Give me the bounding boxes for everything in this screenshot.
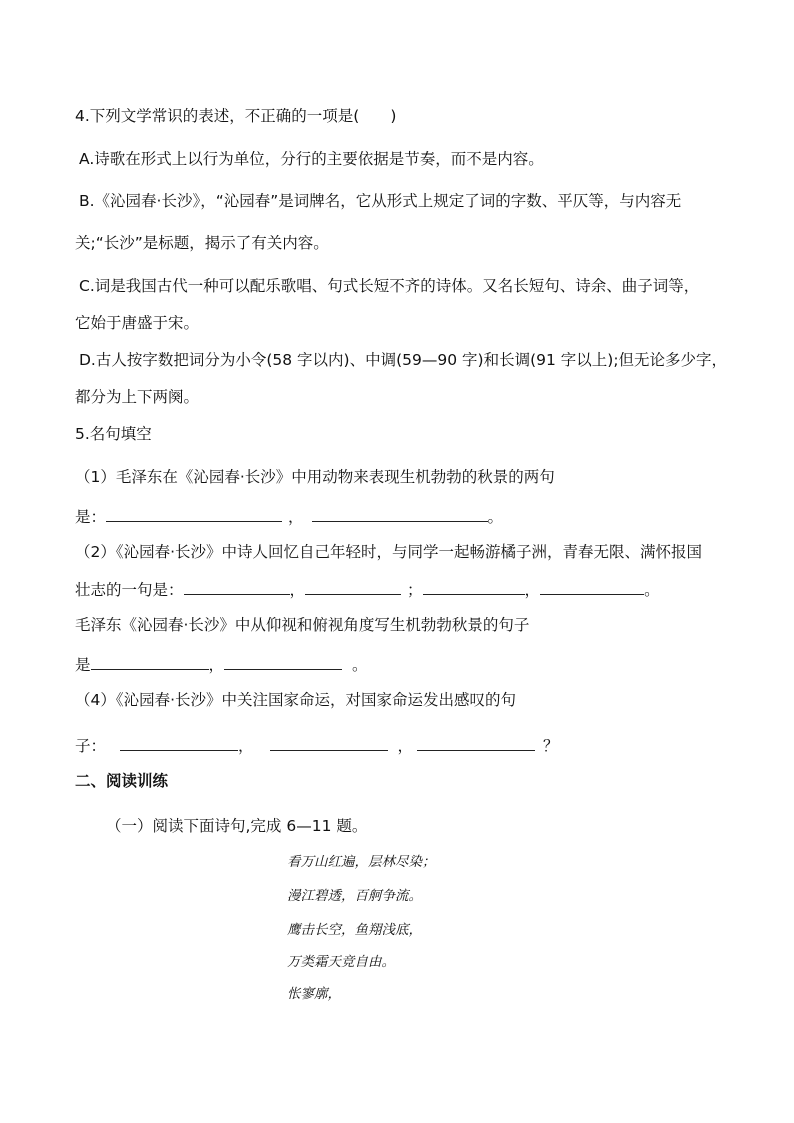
comma: ， (208, 656, 225, 674)
poem-line-1: 看万山红遍，层林尽染； (287, 854, 436, 870)
question-4-stem: 4.下列文学常识的表述，不正确的一项是( ) (75, 107, 397, 125)
semicolon: ； (407, 581, 423, 599)
poem-line-5: 怅寥廓， (287, 986, 341, 1002)
fill-3-answer-line (75, 653, 368, 675)
section-2-heading: 二、阅读训练 (75, 772, 169, 790)
answer-blank[interactable] (312, 505, 488, 522)
poem-line-3: 鹰击长空，鱼翔浅底， (287, 922, 422, 938)
answer-blank[interactable] (305, 578, 401, 595)
answer-blank[interactable] (423, 578, 525, 595)
option-a: A.诗歌在形式上以行为单位，分行的主要依据是节奏，而不是内容。 (79, 150, 544, 168)
fill-4-answer-line (75, 734, 559, 756)
answer-blank[interactable] (120, 734, 238, 751)
answer-blank[interactable] (184, 578, 290, 595)
answer-blank[interactable] (540, 578, 644, 595)
option-b-line-1: B.《沁园春·长沙》，“沁园春”是词牌名，它从形式上规定了词的字数、平仄等，与内容无 (79, 192, 682, 210)
option-d-line-1: D.古人按字数把词分为小令(58 字以内)、中调(59—90 字)和长调(91 字以上);但无论多少字， (79, 351, 728, 369)
fill-2-prefix: 壮志的一句是： (75, 581, 184, 599)
comma: ， (397, 737, 414, 755)
fill-3-prefix: 是 (75, 656, 91, 674)
fill-2-prompt: （2）《沁园春·长沙》中诗人回忆自己年轻时，与同学一起畅游橘子洲，青春无限、满怀报国 (75, 543, 703, 561)
fill-1-prefix: 是： (75, 508, 107, 526)
period: 。 (644, 581, 660, 599)
fill-2-answer-line (75, 578, 660, 600)
option-c-line-2: 它始于唐盛于宋。 (75, 314, 200, 332)
fill-3-prompt: 毛泽东《沁园春·长沙》中从仰视和俯视角度写生机勃勃秋景的句子 (75, 616, 530, 634)
answer-blank[interactable] (106, 505, 282, 522)
fill-1-prompt: （1）毛泽东在《沁园春·长沙》中用动物来表现生机勃勃的秋景的两句 (75, 468, 555, 486)
comma: ， (524, 581, 541, 599)
option-b-line-2: 关;“长沙”是标题，揭示了有关内容。 (75, 234, 329, 252)
period: 。 (352, 656, 368, 674)
comma: ， (288, 508, 304, 526)
fill-4-prefix: 子： (75, 737, 107, 755)
fill-1-answer-line (75, 505, 503, 527)
poem-line-4: 万类霜天竞自由。 (287, 954, 395, 970)
option-c-line-1: C.词是我国古代一种可以配乐歌唱、句式长短不齐的诗体。又名长短句、诗余、曲子词等， (79, 277, 700, 295)
period: 。 (487, 508, 504, 526)
answer-blank[interactable] (417, 734, 535, 751)
question-5-title: 5.名句填空 (75, 425, 152, 443)
poem-line-2: 漫江碧透，百舸争流。 (287, 888, 422, 904)
answer-blank[interactable] (224, 653, 342, 670)
answer-blank[interactable] (91, 653, 209, 670)
section-2-intro: （一）阅读下面诗句,完成 6—11 题。 (106, 817, 368, 835)
fill-4-prompt: （4）《沁园春·长沙》中关注国家命运，对国家命运发出感叹的句 (75, 691, 517, 709)
question-mark: ？ (543, 737, 559, 755)
comma: ， (289, 581, 306, 599)
answer-blank[interactable] (270, 734, 388, 751)
option-d-line-2: 都分为上下两阕。 (75, 388, 200, 406)
comma: ， (238, 737, 254, 755)
